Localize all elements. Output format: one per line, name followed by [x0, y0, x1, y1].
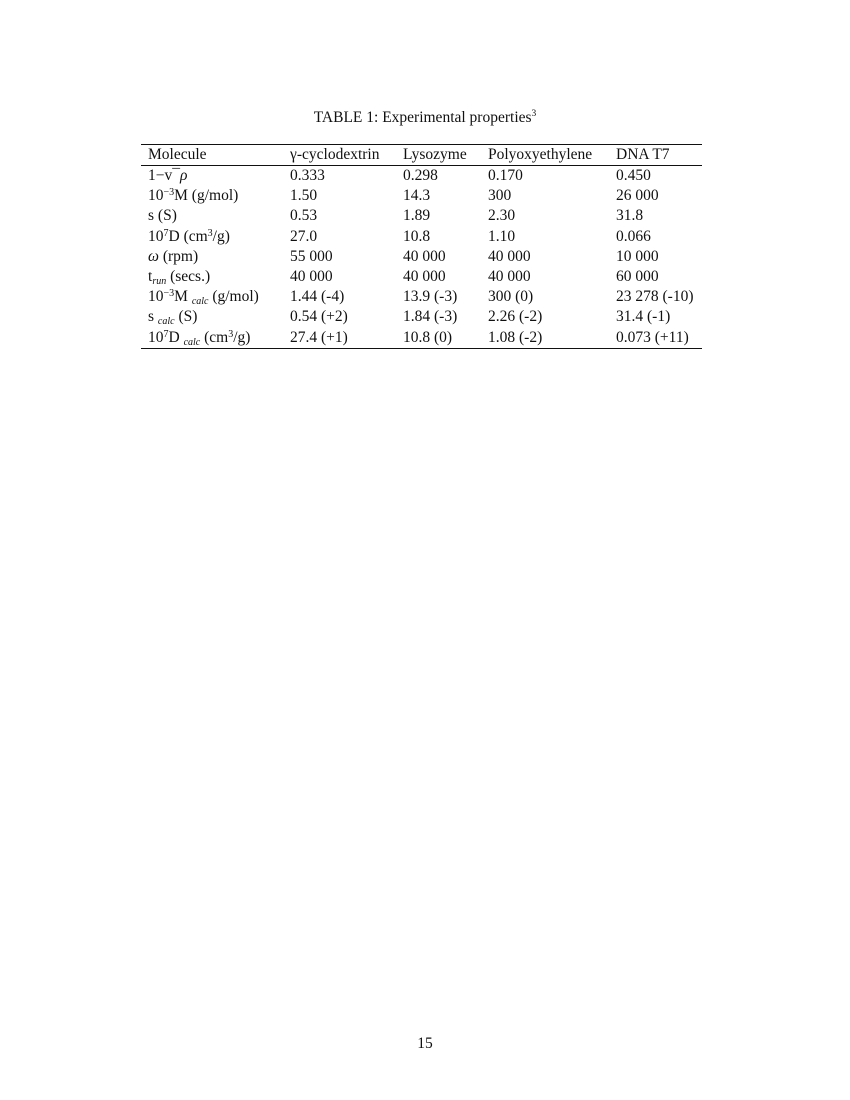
- row-label-molar-mass-calc: $10^{-3}M$ $_{calc}$ (g/mol): [148, 288, 259, 308]
- cell-value: 31.8: [616, 207, 644, 225]
- cell-value: 1.44 (-4): [290, 288, 345, 306]
- cell-value: 60 000: [616, 268, 659, 286]
- cell-value: 10.8 (0): [403, 328, 453, 346]
- cell-value: 0.333: [290, 167, 325, 185]
- header-molecule: Molecule: [141, 145, 283, 166]
- cell-value: 27.4 (+1): [290, 328, 348, 346]
- cell-value: 2.26 (-2): [488, 308, 543, 326]
- caption-footnote-mark: 3: [531, 109, 537, 119]
- cell-value: 55 000: [290, 247, 333, 265]
- table-row: [141, 247, 702, 267]
- header-dna-t7: DNA T7: [609, 145, 702, 166]
- cell-value: 0.073 (+11): [616, 328, 689, 346]
- cell-value: 31.4 (-1): [616, 308, 671, 326]
- cell-value: 0.298: [403, 167, 438, 185]
- row-label-run-time: $t_{run}$ (secs.): [148, 268, 211, 288]
- header-gamma-cyclodextrin: γ-cyclodextrin: [283, 145, 396, 166]
- cell-value: 0.53: [290, 207, 318, 225]
- cell-value: 1.89: [403, 207, 431, 225]
- experimental-properties-table: [141, 144, 702, 349]
- cell-value: 23 278 (-10): [616, 288, 694, 306]
- cell-value: 1.84 (-3): [403, 308, 458, 326]
- row-label-molar-mass: $10^{-3}M$ (g/mol): [148, 187, 239, 205]
- cell-value: 300: [488, 187, 512, 205]
- table-row: [141, 166, 702, 187]
- cell-value: 13.9 (-3): [403, 288, 458, 306]
- table-row: [141, 267, 702, 287]
- table-header-row: [141, 145, 702, 166]
- row-label-rotor-speed: ω (rpm): [148, 247, 199, 265]
- cell-value: 1.10: [488, 227, 516, 245]
- cell-value: 1.08 (-2): [488, 328, 543, 346]
- row-label-diffusion-calc: $10^7D$ $_{calc}$ $(cm^3/g)$: [148, 328, 251, 348]
- table-row: [141, 328, 702, 349]
- table-row: [141, 186, 702, 206]
- cell-value: 0.54 (+2): [290, 308, 348, 326]
- cell-value: 10 000: [616, 247, 659, 265]
- table-caption: [0, 108, 850, 128]
- cell-value: 27.0: [290, 227, 318, 245]
- cell-value: 40 000: [488, 247, 531, 265]
- row-label-sedimentation-calc: s $_{calc}$ (S): [148, 308, 198, 328]
- cell-value: 300 (0): [488, 288, 534, 306]
- cell-value: 40 000: [403, 247, 446, 265]
- cell-value: 0.450: [616, 167, 651, 185]
- header-polyoxyethylene: Polyoxyethylene: [481, 145, 609, 166]
- row-label-diffusion: $10^7D$ $(cm^3/g)$: [148, 227, 230, 245]
- cell-value: 26 000: [616, 187, 659, 205]
- row-label-partial-specific-volume: 1−v¯ρ: [148, 167, 188, 185]
- page-number: 15: [417, 1035, 433, 1052]
- header-lysozyme: Lysozyme: [396, 145, 481, 166]
- cell-value: 1.50: [290, 187, 318, 205]
- cell-value: 0.066: [616, 227, 651, 245]
- row-label-sedimentation: s (S): [148, 207, 177, 225]
- table-row: [141, 227, 702, 247]
- cell-value: 40 000: [290, 268, 333, 286]
- cell-value: 0.170: [488, 167, 523, 185]
- cell-value: 14.3: [403, 187, 431, 205]
- table-row: [141, 206, 702, 226]
- caption-text: TABLE 1: Experimental properties: [313, 109, 532, 126]
- table-row: [141, 307, 702, 327]
- cell-value: 40 000: [488, 268, 531, 286]
- cell-value: 2.30: [488, 207, 516, 225]
- cell-value: 10.8: [403, 227, 431, 245]
- table-row: [141, 287, 702, 307]
- cell-value: 40 000: [403, 268, 446, 286]
